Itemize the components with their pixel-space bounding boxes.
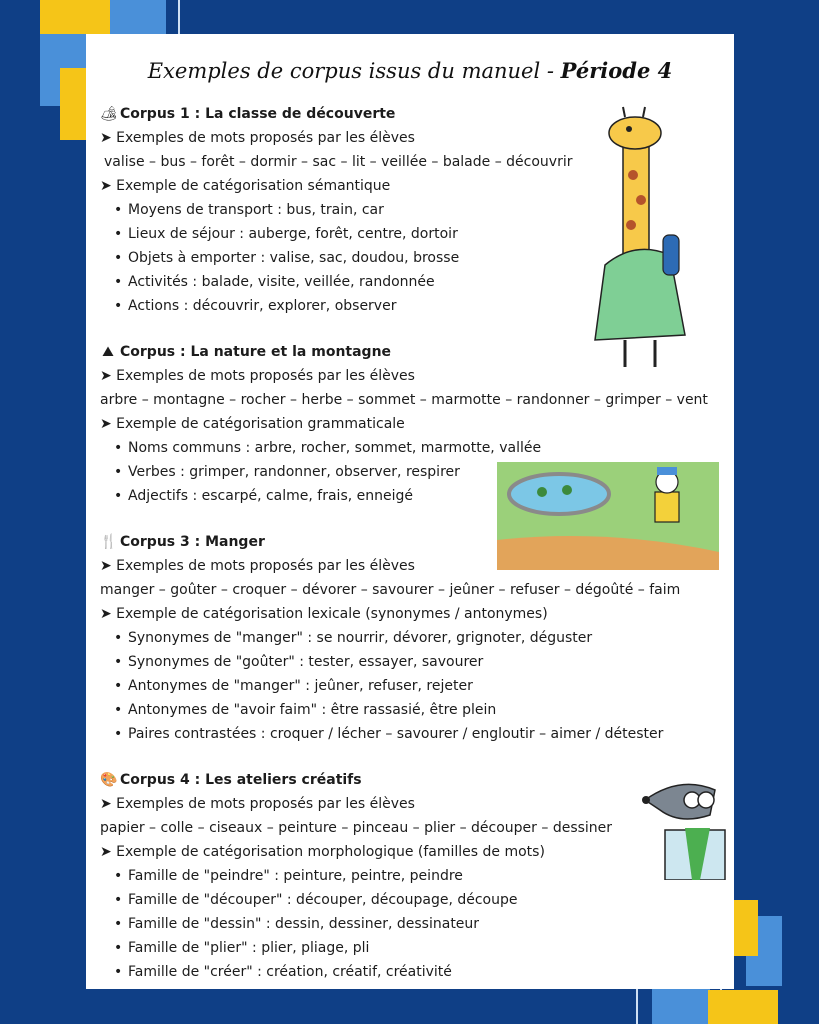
list-item: • Synonymes de "manger" : se nourrir, dévorer, grignoter, déguster <box>114 628 592 648</box>
list-item: • Antonymes de "avoir faim" : être rassasié, être plein <box>114 700 496 720</box>
list-item: • Famille de "plier" : plier, pliage, pli <box>114 938 369 958</box>
corpus4-words-label: ➤ Exemples de mots proposés par les élèves <box>100 796 415 812</box>
corpus3-words-label: ➤ Exemples de mots proposés par les élèves <box>100 558 415 574</box>
list-item: • Famille de "dessin" : dessin, dessiner, dessinateur <box>114 914 479 934</box>
camping-icon: 🏕 <box>100 106 118 122</box>
corpus1-words: valise – bus – forêt – dormir – sac – lit – veillée – balade – découvrir <box>104 154 573 170</box>
page-title <box>86 58 734 83</box>
mountain-icon: ⛰ <box>102 344 114 360</box>
giraffe-illustration <box>585 105 695 370</box>
corpus3-words: manger – goûter – croquer – dévorer – savourer – jeûner – refuser – dégoûté – faim <box>100 582 681 598</box>
corpus1-heading: 🏕 Corpus 1 : La classe de découverte <box>100 106 396 122</box>
corpus1-words-label: ➤ Exemples de mots proposés par les élèves <box>100 130 415 146</box>
corpus4-cat-label: ➤ Exemple de catégorisation morphologique (familles de mots) <box>100 844 545 860</box>
corpus4-words: papier – colle – ciseaux – peinture – pinceau – plier – découper – dessiner <box>100 820 613 836</box>
title-period: Période 4 <box>560 58 673 83</box>
corpus2-words: arbre – montagne – rocher – herbe – sommet – marmotte – randonner – grimper – vent <box>100 392 708 408</box>
corner-square-yellow <box>708 990 778 1024</box>
list-item: • Activités : balade, visite, veillée, randonnée <box>114 272 435 292</box>
corpus3-cat-label: ➤ Exemple de catégorisation lexicale (synonymes / antonymes) <box>100 606 548 622</box>
list-item: • Famille de "peindre" : peinture, peintre, peindre <box>114 866 463 886</box>
corpus2-words-label: ➤ Exemples de mots proposés par les élèves <box>100 368 415 384</box>
corpus4-heading: 🎨 Corpus 4 : Les ateliers créatifs <box>100 772 362 788</box>
list-item: • Lieux de séjour : auberge, forêt, centre, dortoir <box>114 224 458 244</box>
corpus3-heading: 🍴 Corpus 3 : Manger <box>100 534 265 550</box>
corpus1-cat-label: ➤ Exemple de catégorisation sémantique <box>100 178 391 194</box>
list-item: • Moyens de transport : bus, train, car <box>114 200 384 220</box>
list-item: • Actions : découvrir, explorer, observer <box>114 296 396 316</box>
list-item: • Adjectifs : escarpé, calme, frais, enneigé <box>114 486 413 506</box>
title-main: Exemples de corpus issus du manuel - <box>147 59 554 83</box>
list-item: • Synonymes de "goûter" : tester, essayer, savourer <box>114 652 483 672</box>
list-item: • Objets à emporter : valise, sac, doudou, brosse <box>114 248 459 268</box>
list-item: • Noms communs : arbre, rocher, sommet, marmotte, vallée <box>114 438 541 458</box>
list-item: • Paires contrastées : croquer / lécher – savourer / engloutir – aimer / détester <box>114 724 663 744</box>
corpus2-heading: ⛰ Corpus : La nature et la montagne <box>100 342 391 362</box>
pond-scene-illustration <box>497 462 719 570</box>
wolf-illustration <box>640 770 728 880</box>
corner-square-blue <box>652 984 710 1024</box>
list-item: • Antonymes de "manger" : jeûner, refuser, rejeter <box>114 676 473 696</box>
corner-square-yellow <box>40 0 110 34</box>
list-item: • Famille de "découper" : découper, découpage, découpe <box>114 890 517 910</box>
list-item: • Verbes : grimper, randonner, observer, respirer <box>114 462 460 482</box>
palette-icon: 🎨 <box>100 772 118 788</box>
cutlery-icon: 🍴 <box>100 534 118 550</box>
list-item: • Famille de "créer" : création, créatif, créativité <box>114 962 452 982</box>
corpus2-cat-label: ➤ Exemple de catégorisation grammaticale <box>100 416 405 432</box>
